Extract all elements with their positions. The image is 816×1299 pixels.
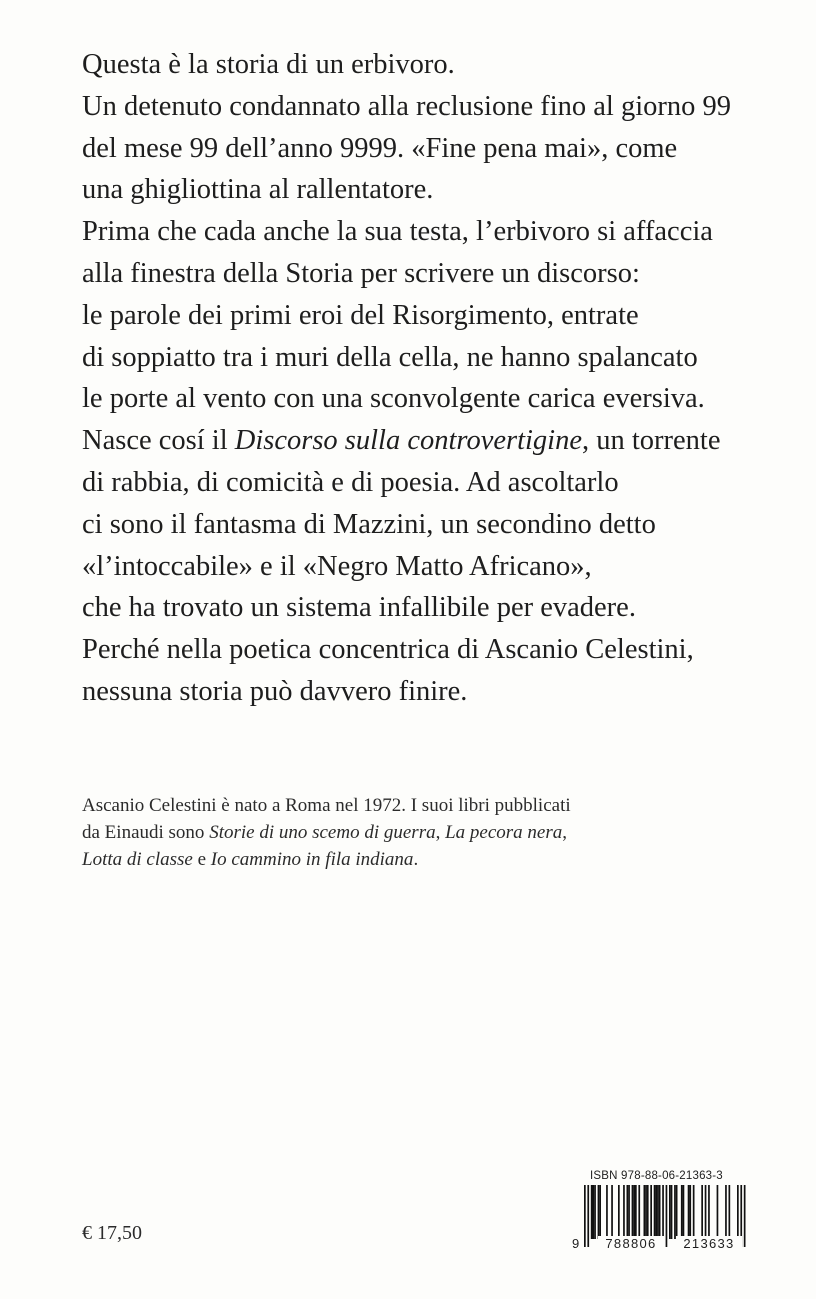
barcode-bar (688, 1185, 690, 1239)
italic-title-text: Storie di uno scemo di guerra (209, 822, 436, 843)
barcode-bar (729, 1185, 731, 1239)
text-segment: da Einaudi sono (82, 822, 210, 843)
text-segment: Nasce cosí il (82, 425, 235, 457)
blurb-line (82, 86, 782, 128)
blurb-line (82, 337, 782, 379)
barcode-bar (632, 1185, 634, 1239)
blurb-line (82, 169, 782, 211)
barcode (572, 1185, 758, 1251)
barcode-bar (591, 1185, 593, 1239)
blurb-line (82, 211, 782, 253)
barcode-bar (674, 1185, 676, 1239)
barcode-bar (638, 1185, 640, 1239)
text-segment: le porte al vento con una sconvolgente carica eversiva. (82, 383, 705, 415)
italic-title-text: Discorso sulla controvertigine (234, 425, 582, 457)
blurb-line (82, 295, 782, 337)
text-segment: e (192, 849, 211, 870)
text-segment: Un detenuto condannato alla reclusione fino al giorno 99 (82, 90, 731, 122)
blurb-line (82, 587, 782, 629)
barcode-bar (737, 1185, 739, 1239)
barcode-digits-left: 788806 (598, 1236, 664, 1251)
isbn-barcode-block (572, 1170, 758, 1251)
back-cover-blurb (82, 44, 782, 713)
bio-line (82, 819, 782, 846)
barcode-bar (593, 1185, 595, 1239)
text-segment: Perché nella poetica concentrica di Ascanio Celestini, (82, 634, 694, 666)
blurb-line (82, 629, 782, 671)
blurb-line (82, 420, 782, 462)
text-segment: alla finestra della Storia per scrivere un discorso: (82, 257, 640, 289)
barcode-bar (708, 1185, 710, 1239)
bio-line (82, 792, 782, 819)
text-segment: Ascanio Celestini è nato a Roma nel 1972. I suoi libri pubblicati (82, 795, 571, 816)
barcode-bar (701, 1185, 703, 1239)
italic-title-text: Lotta di classe (82, 849, 193, 870)
text-segment: di rabbia, di comicità e di poesia. Ad ascoltarlo (82, 466, 619, 498)
blurb-line (82, 128, 782, 170)
barcode-digit-first: 9 (572, 1236, 580, 1251)
barcode-bar (657, 1185, 659, 1239)
barcode-bar (623, 1185, 625, 1239)
barcode-bar (683, 1185, 685, 1239)
barcode-bar (628, 1185, 630, 1239)
barcode-bar (627, 1185, 629, 1239)
barcode-bar (681, 1185, 683, 1239)
text-segment: nessuna storia può davvero finire. (82, 675, 468, 707)
barcode-digits-right: 213633 (676, 1236, 742, 1251)
text-segment: , (435, 822, 446, 843)
barcode-bar (645, 1185, 647, 1239)
text-segment: . (413, 849, 419, 870)
barcode-bar (669, 1185, 671, 1239)
barcode-bar (599, 1185, 601, 1239)
barcode-bar (689, 1185, 691, 1239)
barcode-bar (633, 1185, 635, 1239)
text-segment: Questa è la storia di un erbivoro. (82, 49, 455, 80)
blurb-line (82, 546, 782, 588)
blurb-line (82, 462, 782, 504)
barcode-bar (594, 1185, 596, 1239)
text-segment: , (562, 822, 567, 843)
barcode-bar (611, 1185, 613, 1239)
blurb-line (82, 253, 782, 295)
text-segment: di soppiatto tra i muri della cella, ne hanno spalancato (82, 341, 698, 373)
barcode-bar (650, 1185, 652, 1239)
barcode-bar (655, 1185, 657, 1239)
barcode-bar (717, 1185, 719, 1239)
barcode-bar (635, 1185, 637, 1239)
text-segment: le parole dei primi eroi del Risorgimento, entrate (82, 299, 639, 331)
barcode-bar (676, 1185, 678, 1239)
barcode-bar (725, 1185, 727, 1239)
text-segment: , un torrente (582, 425, 721, 457)
text-segment: una ghigliottina al rallentatore. (82, 174, 434, 206)
text-segment: Prima che cada anche la sua testa, l’erbivoro si affaccia (82, 216, 713, 248)
bio-line (82, 846, 782, 873)
italic-title-text: Io cammino in fila indiana (210, 849, 414, 870)
barcode-digits (572, 1236, 758, 1252)
text-segment: ci sono il fantasma di Mazzini, un secondino detto (82, 508, 656, 540)
blurb-line (82, 44, 782, 86)
barcode-bar (644, 1185, 646, 1239)
author-bio (82, 792, 782, 873)
barcode-bar (705, 1185, 707, 1239)
barcode-bar (598, 1185, 600, 1239)
barcode-bar (659, 1185, 661, 1239)
barcode-bar (654, 1185, 656, 1239)
price-label: € 17,50 (82, 1222, 142, 1244)
italic-title-text: La pecora nera (445, 822, 563, 843)
blurb-line (82, 378, 782, 420)
text-segment: del mese 99 dell’anno 9999. «Fine pena mai», come (82, 132, 678, 164)
barcode-bar (693, 1185, 695, 1239)
text-segment: che ha trovato un sistema infallibile per evadere. (82, 592, 636, 624)
text-segment: «l’intoccabile» e il «Negro Matto Africano», (82, 550, 592, 582)
isbn-label: ISBN 978-88-06-21363-3 (590, 1170, 723, 1182)
blurb-line (82, 671, 782, 713)
barcode-bar (647, 1185, 649, 1239)
blurb-line (82, 504, 782, 546)
barcode-bar (606, 1185, 608, 1239)
barcode-bar (671, 1185, 673, 1239)
barcode-bar (618, 1185, 620, 1239)
